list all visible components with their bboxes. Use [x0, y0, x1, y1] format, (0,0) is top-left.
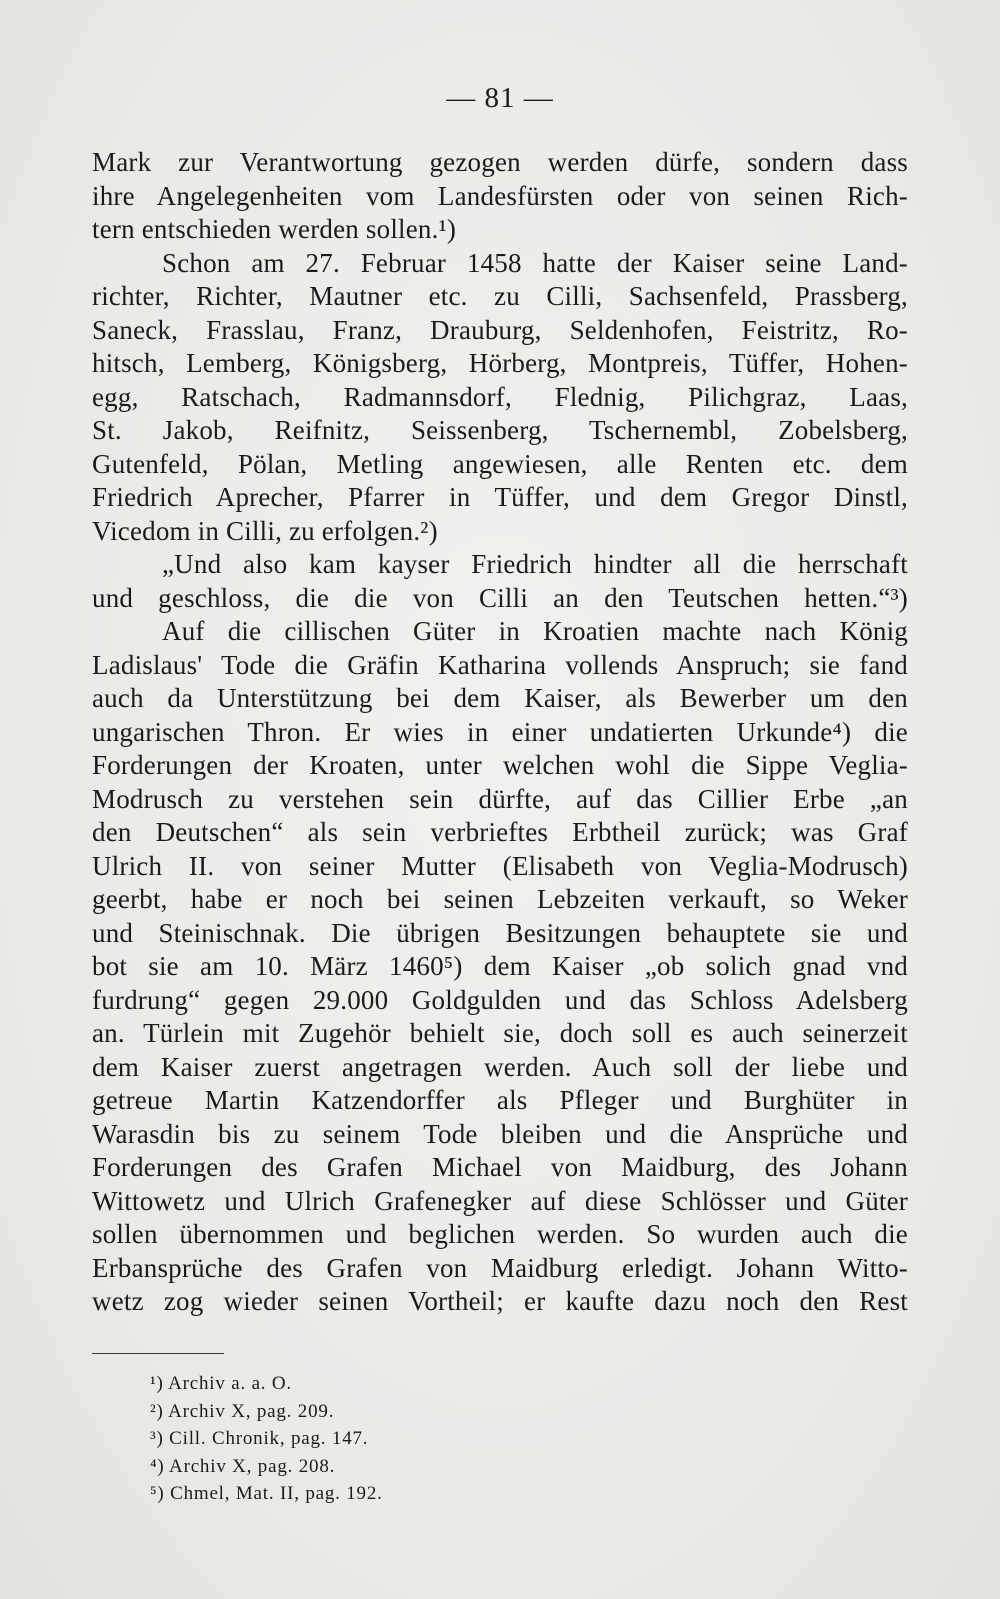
text-line: Ladislaus' Tode die Gräfin Katharina vollends Anspruch; sie fand: [92, 649, 908, 680]
footnote: ¹) Archiv a. a. O.: [150, 1373, 292, 1394]
text-line: richter, Richter, Mautner etc. zu Cilli, Sachsenfeld, Prassberg,: [92, 281, 908, 311]
text-line: dem Kaiser zuerst angetragen werden. Auch soll der liebe und: [92, 1051, 908, 1082]
text-line: Friedrich Aprecher, Pfarrer in Tüffer, und dem Gregor Dinstl,: [92, 482, 908, 512]
footnote: ⁵) Chmel, Mat. II, pag. 192.: [150, 1483, 383, 1504]
footnote: ³) Cill. Chronik, pag. 147.: [150, 1428, 369, 1449]
page-number: — 81 —: [446, 82, 554, 114]
text-line: Auf die cillischen Güter in Kroatien machte nach König: [162, 616, 908, 646]
text-line: Vicedom in Cilli, zu erfolgen.²): [92, 515, 438, 546]
text-line: St. Jakob, Reifnitz, Seissenberg, Tschernembl, Zobelsberg,: [92, 415, 908, 445]
footnote: ²) Archiv X, pag. 209.: [150, 1400, 335, 1422]
text-line: an. Türlein mit Zugehör behielt sie, doch soll es auch seinerzeit: [92, 1018, 908, 1048]
text-line: egg, Ratschach, Radmannsdorf, Flednig, Pilichgraz, Laas,: [92, 381, 908, 412]
text-line: Warasdin bis zu seinem Tode bleiben und die Ansprüche und: [92, 1118, 908, 1149]
text-line: und geschloss, die die von Cilli an den Teutschen hetten.“³): [92, 582, 908, 613]
text-line: ungarischen Thron. Er wies in einer undatierten Urkunde⁴) die: [92, 716, 908, 747]
text-line: tern entschieden werden sollen.¹): [92, 214, 457, 244]
text-line: ihre Angelegenheiten vom Landesfürsten oder von seinen Rich-: [92, 180, 908, 211]
footnotes: [150, 1370, 650, 1508]
text-line: Forderungen der Kroaten, unter welchen wohl die Sippe Veglia-: [92, 750, 908, 780]
text-line: getreue Martin Katzendorffer als Pfleger und Burghüter in: [92, 1085, 908, 1115]
text-line: Erbansprüche des Grafen von Maidburg erledigt. Johann Witto-: [92, 1252, 908, 1283]
text-line: Mark zur Verantwortung gezogen werden dürfe, sondern dass: [92, 147, 908, 177]
text-line: den Deutschen“ als sein verbrieftes Erbtheil zurück; was Graf: [92, 817, 908, 847]
text-line: sollen übernommen und beglichen werden. So wurden auch die: [92, 1219, 908, 1249]
text-line: Saneck, Frasslau, Franz, Drauburg, Seldenhofen, Feistritz, Ro-: [92, 314, 908, 345]
text-line: auch da Unterstützung bei dem Kaiser, als Bewerber um den: [92, 683, 908, 713]
text-line: wetz zog wieder seinen Vortheil; er kaufte dazu noch den Rest: [92, 1286, 908, 1316]
footnote-divider: [92, 1353, 224, 1354]
text-line: Ulrich II. von seiner Mutter (Elisabeth von Veglia-Modrusch): [92, 850, 908, 881]
text-line: Gutenfeld, Pölan, Metling angewiesen, alle Renten etc. dem: [92, 448, 908, 479]
footnote: ⁴) Archiv X, pag. 208.: [150, 1455, 336, 1477]
text-line: Modrusch zu verstehen sein dürfte, auf das Cillier Erbe „an: [92, 783, 908, 814]
text-line: „Und also kam kayser Friedrich hindter all die herrschaft: [162, 549, 908, 579]
text-line: furdrung“ gegen 29.000 Goldgulden und das Schloss Adelsberg: [92, 984, 908, 1015]
text-line: und Steinischnak. Die übrigen Besitzungen behauptete sie und: [92, 917, 908, 948]
text-line: geerbt, habe er noch bei seinen Lebzeiten verkauft, so Weker: [92, 884, 908, 914]
text-line: Forderungen des Grafen Michael von Maidburg, des Johann: [92, 1152, 908, 1182]
text-line: Wittowetz und Ulrich Grafenegker auf diese Schlösser und Güter: [92, 1185, 908, 1216]
text-line: bot sie am 10. März 1460⁵) dem Kaiser „ob solich gnad vnd: [92, 951, 908, 981]
text-line: Schon am 27. Februar 1458 hatte der Kaiser seine Land-: [162, 247, 908, 278]
body-text: [92, 146, 908, 1319]
text-line: hitsch, Lemberg, Königsberg, Hörberg, Montpreis, Tüffer, Hohen-: [92, 348, 908, 378]
